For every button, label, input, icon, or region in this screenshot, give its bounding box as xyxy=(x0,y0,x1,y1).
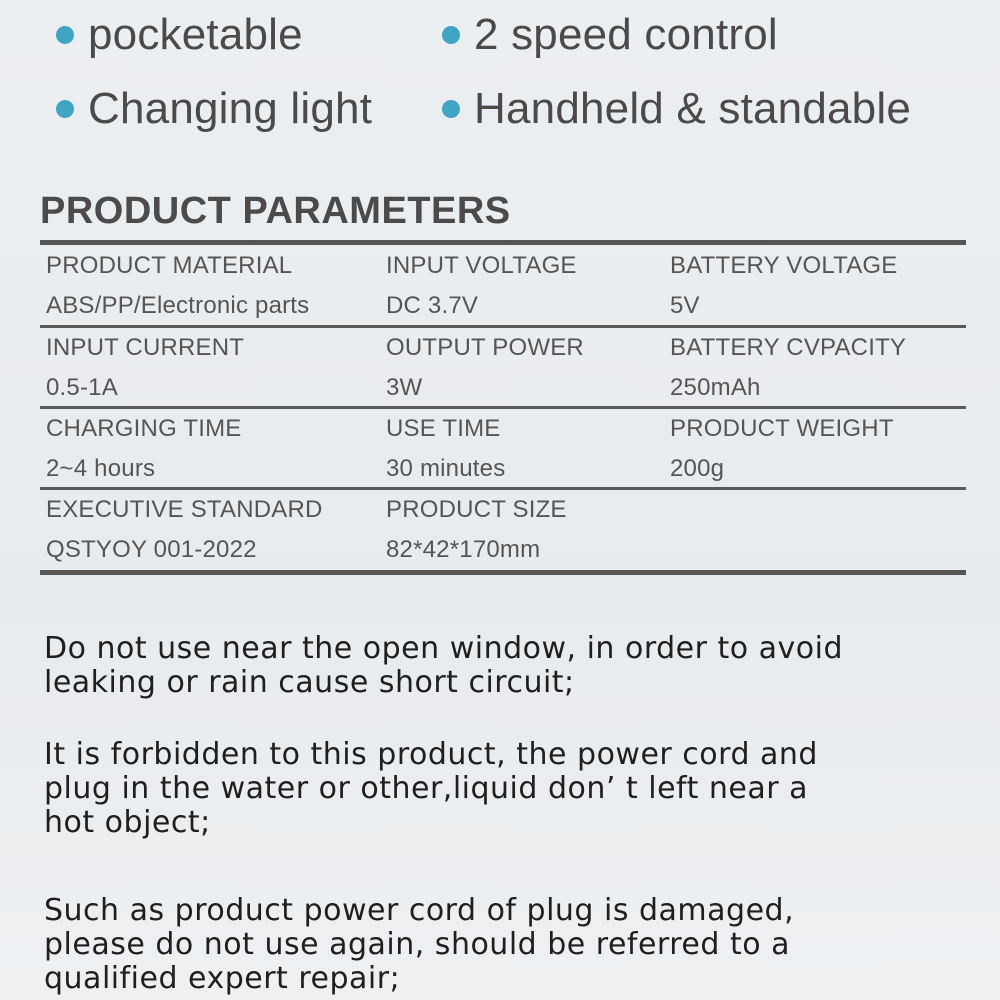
param-label: CHARGING TIME xyxy=(46,415,242,442)
param-value: 30 minutes xyxy=(386,455,506,482)
param-label: EXECUTIVE STANDARD xyxy=(46,496,323,523)
feature-speed-control xyxy=(442,10,778,60)
param-label: PRODUCT WEIGHT xyxy=(670,415,894,442)
param-value: 200g xyxy=(670,455,725,482)
warning-paragraph xyxy=(44,738,944,840)
param-label: USE TIME xyxy=(386,415,501,442)
param-value: 5V xyxy=(670,292,700,319)
table-top-rule xyxy=(40,240,966,245)
table-row-divider xyxy=(40,487,966,490)
table-bottom-rule xyxy=(40,570,966,575)
warning-line: It is forbidden to this product, the power cord and xyxy=(44,737,818,772)
warning-line: leaking or rain cause short circuit; xyxy=(44,665,575,700)
feature-changing-light xyxy=(56,84,372,134)
bullet-dot-icon xyxy=(442,100,460,118)
bullet-dot-icon xyxy=(56,26,74,44)
bullet-dot-icon xyxy=(56,100,74,118)
bullet-dot-icon xyxy=(442,26,460,44)
param-value: DC 3.7V xyxy=(386,292,479,319)
param-value: 2~4 hours xyxy=(46,455,156,482)
warning-line: plug in the water or other,liquid don’ t left near a xyxy=(44,771,808,806)
param-value: 250mAh xyxy=(670,374,761,401)
feature-label: Changing light xyxy=(88,84,373,133)
param-value: QSTYOY 001-2022 xyxy=(46,536,257,563)
param-label: PRODUCT SIZE xyxy=(386,496,567,523)
param-label: PRODUCT MATERIAL xyxy=(46,252,293,279)
param-label: BATTERY VOLTAGE xyxy=(670,252,898,279)
param-value: ABS/PP/Electronic parts xyxy=(46,292,310,319)
warning-line: Do not use near the open window, in order to avoid xyxy=(44,631,844,666)
feature-pocketable xyxy=(56,10,303,60)
table-row-divider xyxy=(40,406,966,409)
table-row-divider xyxy=(40,325,966,328)
param-label: BATTERY CVPACITY xyxy=(670,334,907,361)
feature-label: 2 speed control xyxy=(474,10,778,59)
warning-line: qualified expert repair; xyxy=(44,961,401,996)
parameters-title: PRODUCT PARAMETERS xyxy=(40,190,511,232)
feature-label: Handheld & standable xyxy=(474,84,911,133)
param-value: 82*42*170mm xyxy=(386,536,541,563)
warning-line: hot object; xyxy=(44,805,211,840)
param-value: 0.5-1A xyxy=(46,374,118,401)
param-label: INPUT VOLTAGE xyxy=(386,252,577,279)
warning-paragraph xyxy=(44,894,944,996)
param-label: OUTPUT POWER xyxy=(386,334,584,361)
warning-line: please do not use again, should be referred to a xyxy=(44,927,790,962)
param-value: 3W xyxy=(386,374,423,401)
warning-line: Such as product power cord of plug is damaged, xyxy=(44,893,795,928)
param-label: INPUT CURRENT xyxy=(46,334,245,361)
warning-paragraph xyxy=(44,632,944,700)
feature-handheld-standable xyxy=(442,84,911,134)
feature-label: pocketable xyxy=(88,10,303,59)
